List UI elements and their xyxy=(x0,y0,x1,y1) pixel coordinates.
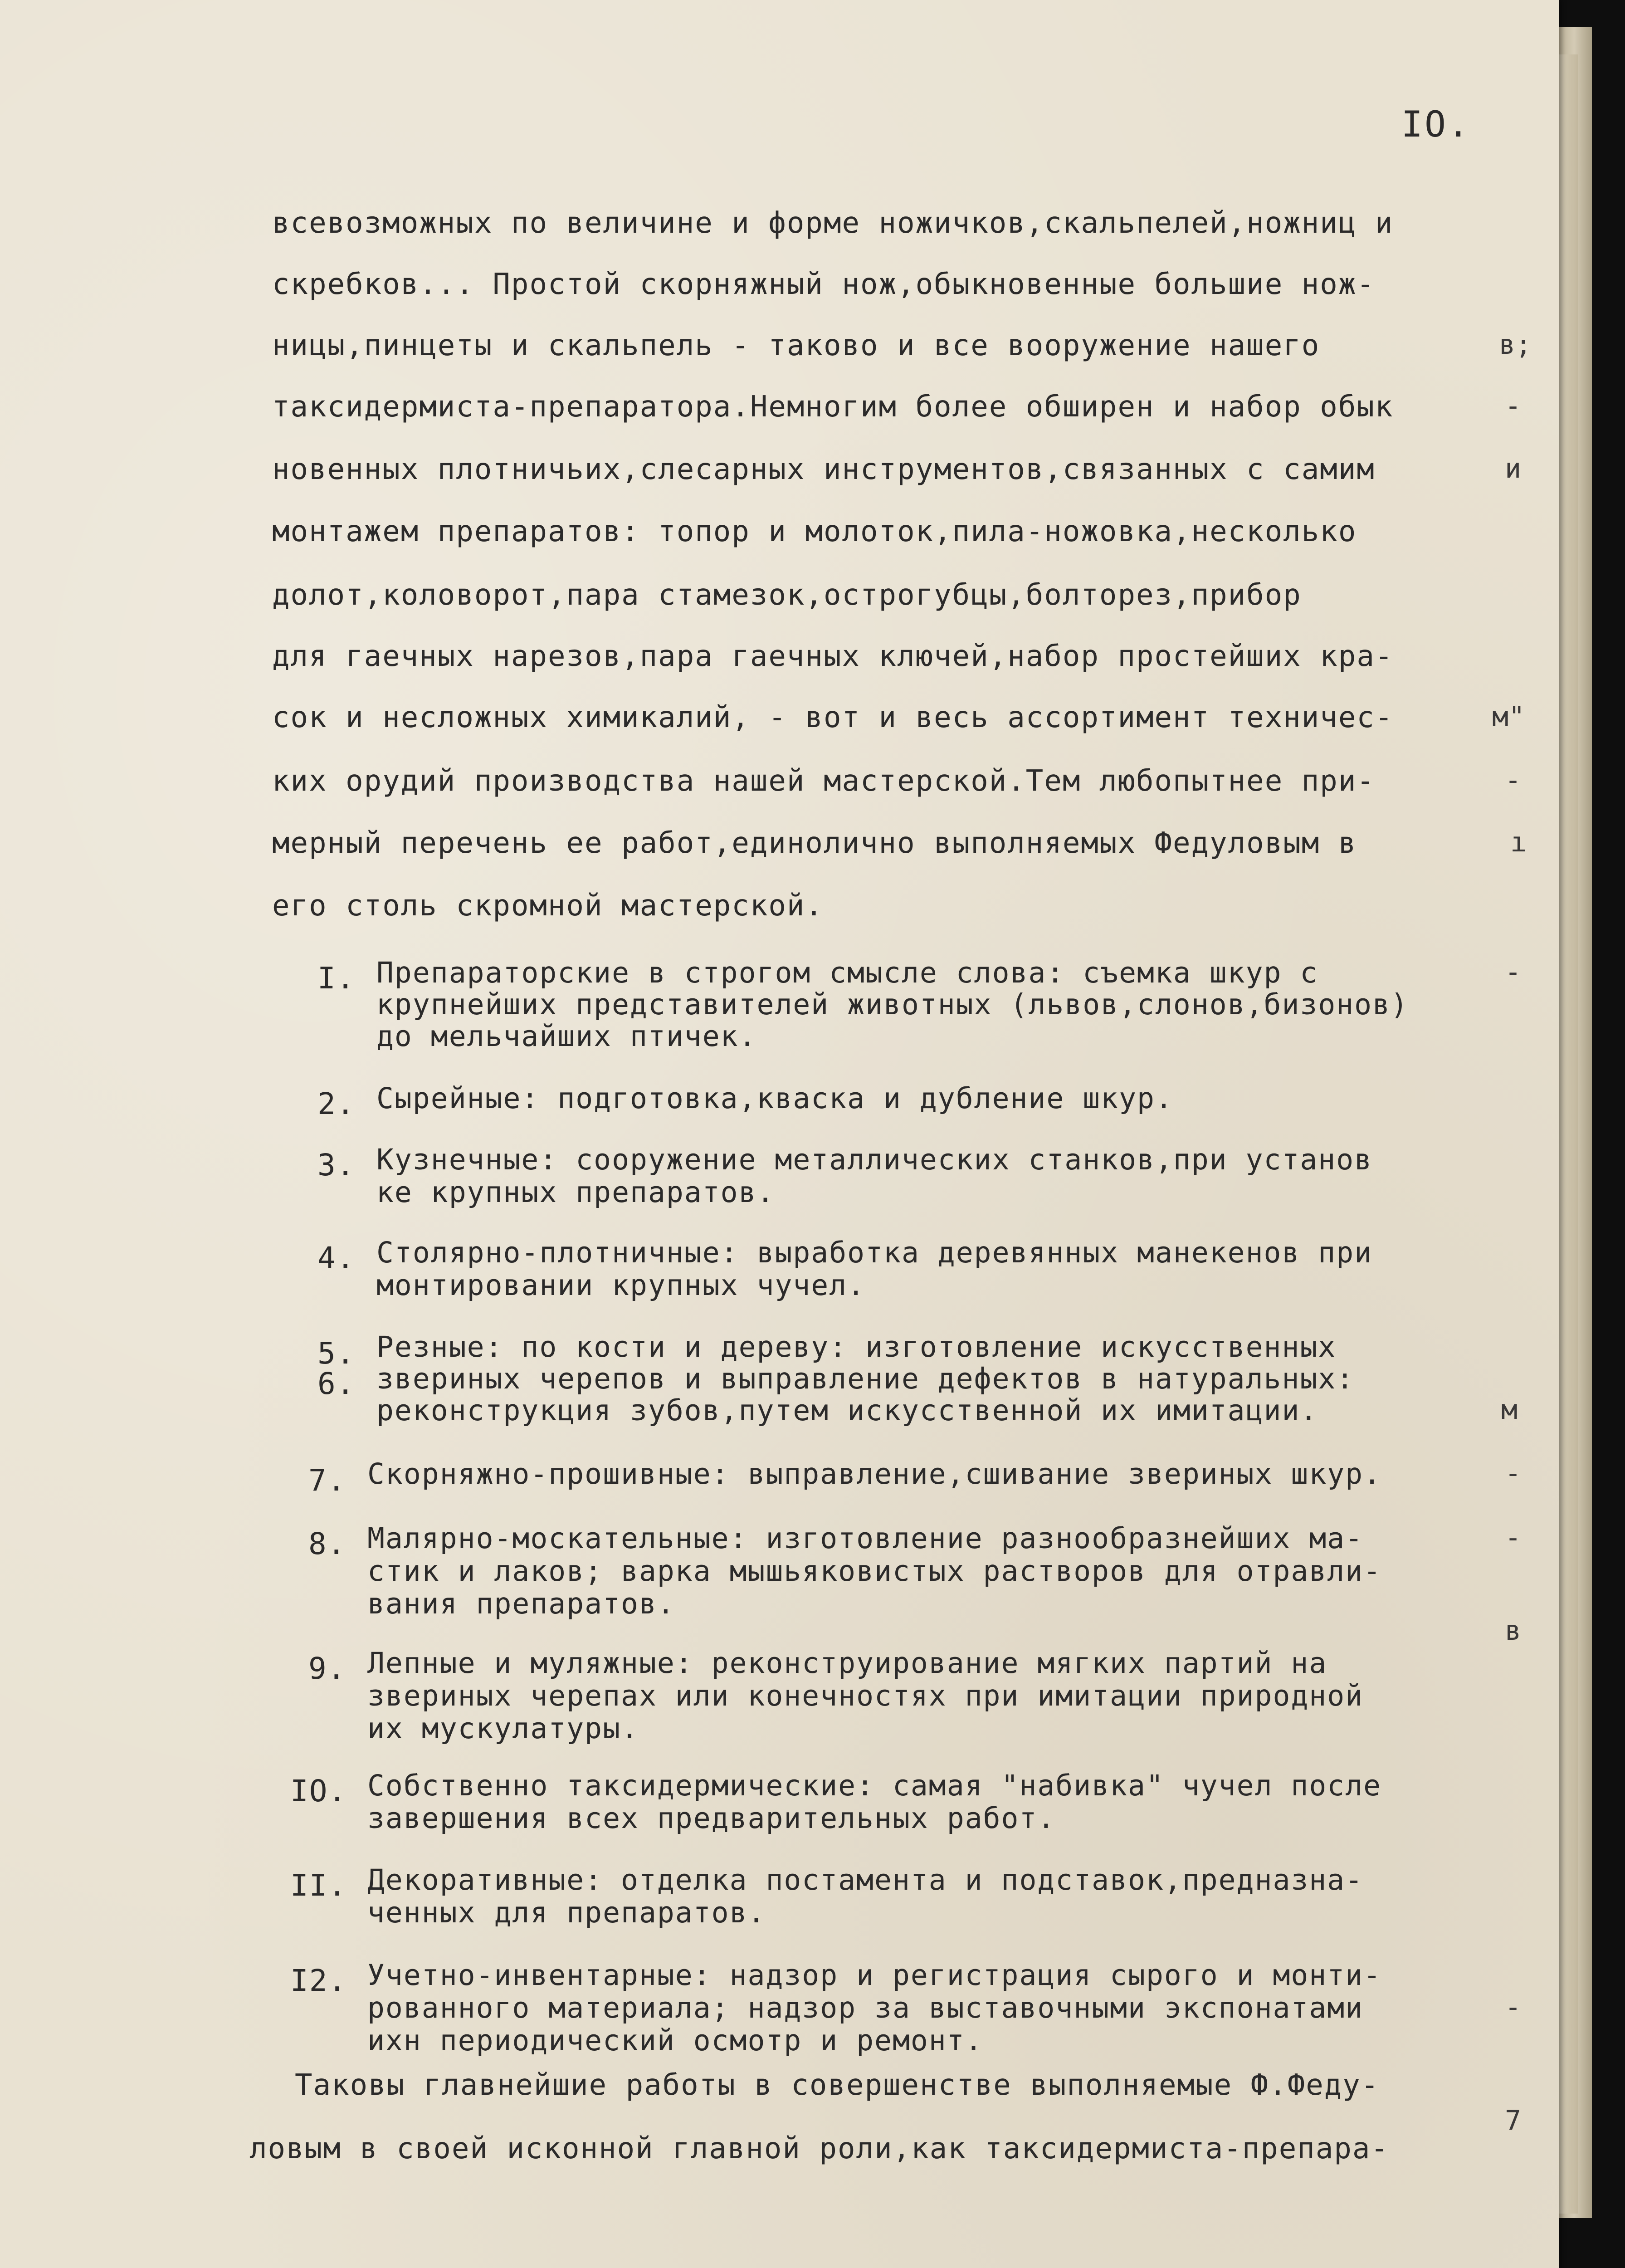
list-item-line: завершения всех предварительных работ. xyxy=(367,1802,1056,1835)
list-item-number: 9. xyxy=(308,1651,346,1686)
margin-mark: м" xyxy=(1492,701,1525,733)
list-item-number: 7. xyxy=(308,1463,346,1498)
margin-mark: 7 xyxy=(1505,2105,1522,2136)
margin-mark: - xyxy=(1505,1991,1522,2023)
list-item-line: Собственно таксидермические: самая "набивка" чучел после xyxy=(367,1769,1382,1802)
list-item-line: звериных черепах или конечностях при имитации природной xyxy=(367,1679,1364,1712)
list-item-line: рованного материала; надзор за выставочными экспонатами xyxy=(367,1991,1364,2024)
paragraph-line: скребков... Простой скорняжный нож,обыкновенные большие нож- xyxy=(272,268,1375,301)
list-item-line: вания препаратов. xyxy=(367,1587,675,1620)
paragraph-line: его столь скромной мастерской. xyxy=(272,889,824,923)
list-item-number: I. xyxy=(317,961,356,996)
paragraph-line: всевозможных по величине и форме ножичков,скальпелей,ножниц и xyxy=(272,206,1394,240)
margin-mark: - xyxy=(1505,1522,1522,1554)
paragraph-line: сок и несложных химикалий, - вот и весь ассортимент техничес- xyxy=(272,701,1394,734)
list-item-number: 6. xyxy=(317,1366,356,1401)
list-item-line: монтировании крупных чучел. xyxy=(376,1269,866,1302)
paragraph-line: мерный перечень ее работ,единолично выполняемых Федуловым в xyxy=(272,826,1357,860)
list-item-line: Декоративные: отделка постамента и подставок,предназна- xyxy=(367,1863,1364,1897)
closing-line: Таковы главнейшие работы в совершенстве выполняемые Ф.Феду- xyxy=(295,2068,1380,2102)
list-item-number: IO. xyxy=(290,1774,347,1809)
margin-mark: м xyxy=(1501,1394,1518,1426)
margin-mark: - xyxy=(1505,764,1522,796)
list-item-number: I2. xyxy=(290,1963,347,1998)
list-item-line: Малярно-москательные: изготовление разнообразнейших ма- xyxy=(367,1522,1364,1555)
margin-mark: в xyxy=(1505,1615,1522,1647)
list-item-line: Препараторские в строгом смысле слова: съемка шкур с xyxy=(376,956,1318,989)
margin-mark: ı xyxy=(1510,826,1527,858)
list-item-line: Кузнечные: сооружение металлических станков,при установ xyxy=(376,1143,1373,1176)
list-item-number: 3. xyxy=(317,1148,356,1183)
list-item-line: ке крупных препаратов. xyxy=(376,1176,775,1209)
page-number: IO. xyxy=(1401,104,1471,145)
margin-mark: в; xyxy=(1499,329,1532,361)
list-item-line: звериных черепов и выправление дефектов в натуральных: xyxy=(376,1362,1355,1395)
paragraph-line: новенных плотничьих,слесарных инструментов,связанных с самим xyxy=(272,453,1375,486)
list-item-line: крупнейших представителей животных (львов,слонов,бизонов) xyxy=(376,988,1409,1021)
list-item-line: Столярно-плотничные: выработка деревянных манекенов при xyxy=(376,1236,1373,1269)
paragraph-line: долот,коловорот,пара стамезок,острогубцы,болторез,прибор xyxy=(272,578,1302,612)
list-item-number: 5. xyxy=(317,1336,356,1371)
list-item-line: ченных для препаратов. xyxy=(367,1896,766,1929)
list-item-number: 8. xyxy=(308,1526,346,1561)
list-item-line: их мускулатуры. xyxy=(367,1712,639,1745)
paragraph-line: таксидермиста-препаратора.Немногим более обширен и набор обык xyxy=(272,390,1394,424)
list-item-line: до мельчайших птичек. xyxy=(376,1020,757,1053)
list-item-line: Резные: по кости и дереву: изготовление искусственных xyxy=(376,1330,1337,1364)
list-item-number: 4. xyxy=(317,1241,356,1276)
paragraph-line: монтажем препаратов: топор и молоток,пила-ножовка,несколько xyxy=(272,515,1357,548)
list-item-line: Скорняжно-прошивные: выправление,сшивание звериных шкур. xyxy=(367,1457,1382,1491)
paragraph-line: для гаечных нарезов,пара гаечных ключей,набор простейших кра- xyxy=(272,640,1394,673)
margin-mark: и xyxy=(1505,453,1522,484)
margin-mark: - xyxy=(1505,956,1522,988)
paragraph-line: ницы,пинцеты и скальпель - таково и все вооружение нашего xyxy=(272,329,1320,362)
list-item-number: 2. xyxy=(317,1086,356,1121)
margin-mark: - xyxy=(1505,1457,1522,1489)
list-item-number: II. xyxy=(290,1868,347,1903)
list-item-line: реконструкция зубов,путем искусственной их имитации. xyxy=(376,1394,1318,1427)
closing-line: ловым в своей исконной главной роли,как таксидермиста-препара- xyxy=(249,2132,1389,2165)
list-item-line: Лепные и муляжные: реконструирование мягких партий на xyxy=(367,1647,1327,1680)
list-item-line: Сырейные: подготовка,кваска и дубление шкур. xyxy=(376,1082,1173,1115)
margin-mark: - xyxy=(1505,390,1522,422)
list-item-line: Учетно-инвентарные: надзор и регистрация сырого и монти- xyxy=(367,1959,1382,1992)
paragraph-line: ких орудий производства нашей мастерской.Тем любопытнее при- xyxy=(272,764,1375,798)
list-item-line: ихн периодический осмотр и ремонт. xyxy=(367,2024,983,2057)
list-item-line: стик и лаков; варка мышьяковистых растворов для отравли- xyxy=(367,1554,1382,1588)
